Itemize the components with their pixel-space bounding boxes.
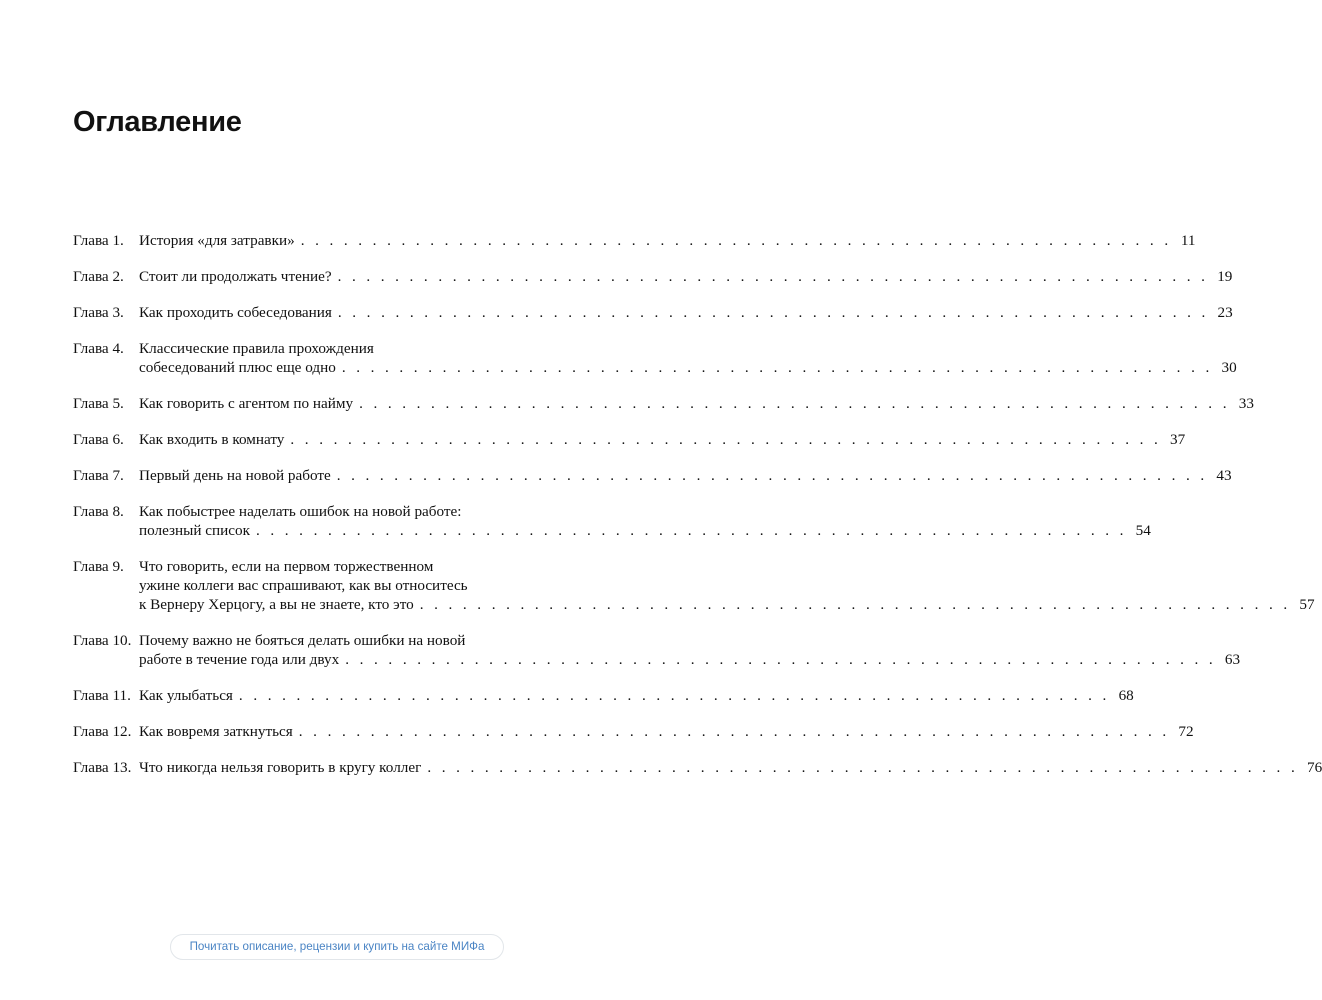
chapter-title-line: Что никогда нельзя говорить в кругу коллег [139,759,422,776]
chapter-label: Глава 2. [73,268,124,285]
page-number: 76 [1306,759,1322,776]
dot-leader: . . . . . . . . . . . . . . . . . . . . . . . . . . . . . . . . . . . . . . . . . . . . . . . . . . . . . . . . . . . . . [427,759,1299,776]
chapter-last-line [139,358,1237,377]
chapter-label: Глава 4. [73,340,124,357]
chapter-label: Глава 11. [73,687,131,704]
chapter-label: Глава 3. [73,304,124,321]
toc-entry [73,267,1233,286]
chapter-title-line: ужине коллеги вас спрашивают, как вы относитесь [139,577,468,594]
page-title: Оглавление [73,106,242,138]
page-number: 30 [1221,359,1237,376]
chapter-body [139,394,1254,413]
chapter-title-line: собеседований плюс еще одно [139,359,336,376]
chapter-body [139,758,1322,777]
toc-entry [73,557,1315,614]
dot-leader: . . . . . . . . . . . . . . . . . . . . . . . . . . . . . . . . . . . . . . . . . . . . . . . . . . . . . . . . . . . . . [359,395,1230,412]
mif-site-link[interactable]: Почитать описание, рецензии и купить на сайте МИФа [170,934,504,960]
page-number: 57 [1299,596,1315,613]
chapter-title-line: к Вернеру Херцогу, а вы не знаете, кто это [139,596,414,613]
table-of-contents [73,231,1322,777]
page-number: 33 [1238,395,1254,412]
chapter-label: Глава 6. [73,431,124,448]
chapter-body [139,722,1194,741]
toc-entry [73,303,1233,322]
toc-entry [73,231,1196,250]
chapter-last-line [139,521,1151,540]
chapter-title-line: Как побыстрее наделать ошибок на новой работе: [139,503,462,520]
chapter-title-line: Что говорить, если на первом торжественном [139,558,434,575]
chapter-title-line: Как входить в комнату [139,431,285,448]
dot-leader: . . . . . . . . . . . . . . . . . . . . . . . . . . . . . . . . . . . . . . . . . . . . . . . . . . . . . . . . . . . . . [300,232,1172,249]
chapter-title-line: Как проходить собеседования [139,304,332,321]
page-number: 37 [1170,431,1186,448]
dot-leader: . . . . . . . . . . . . . . . . . . . . . . . . . . . . . . . . . . . . . . . . . . . . . . . . . . . . . . . . . . . . . [336,467,1208,484]
page-number: 19 [1217,268,1233,285]
chapter-last-line [139,466,1232,485]
page-number: 11 [1180,232,1196,249]
chapter-last-line [139,303,1233,322]
toc-entry [73,502,1151,540]
chapter-label: Глава 10. [73,632,132,649]
toc-entry [73,394,1254,413]
chapter-title-line: полезный список [139,522,250,539]
chapter-body [139,231,1196,250]
toc-entry [73,466,1232,485]
toc-entry [73,339,1237,377]
dot-leader: . . . . . . . . . . . . . . . . . . . . . . . . . . . . . . . . . . . . . . . . . . . . . . . . . . . . . . . . . . . . . [238,687,1110,704]
toc-entry [73,722,1194,741]
dot-leader: . . . . . . . . . . . . . . . . . . . . . . . . . . . . . . . . . . . . . . . . . . . . . . . . . . . . . . . . . . . . . [290,431,1162,448]
dot-leader: . . . . . . . . . . . . . . . . . . . . . . . . . . . . . . . . . . . . . . . . . . . . . . . . . . . . . . . . . . . . . [419,596,1291,613]
chapter-last-line [139,394,1254,413]
chapter-title-line: Классические правила прохождения [139,340,374,357]
chapter-label: Глава 8. [73,503,124,520]
chapter-body [139,430,1186,449]
chapter-body [139,339,1237,377]
chapter-label: Глава 13. [73,759,132,776]
chapter-label: Глава 1. [73,232,124,249]
page-number: 68 [1118,687,1134,704]
page-number: 43 [1216,467,1232,484]
chapter-last-line [139,430,1186,449]
toc-entry [73,430,1186,449]
page-number: 63 [1224,651,1241,668]
dot-leader: . . . . . . . . . . . . . . . . . . . . . . . . . . . . . . . . . . . . . . . . . . . . . . . . . . . . . . . . . . . . . [337,304,1209,321]
chapter-last-line [139,686,1134,705]
chapter-body [139,686,1134,705]
page-number: 72 [1178,723,1194,740]
chapter-body [139,267,1233,286]
toc-entry [73,686,1134,705]
chapter-last-line [139,722,1194,741]
toc-entry [73,631,1241,669]
chapter-title-line: Как говорить с агентом по найму [139,395,354,412]
chapter-body [139,502,1151,540]
chapter-last-line [139,758,1322,777]
chapter-title-line: История «для затравки» [139,232,295,249]
chapter-last-line [139,267,1233,286]
chapter-label: Глава 5. [73,395,124,412]
chapter-title-line: Как вовремя заткнуться [139,723,293,740]
chapter-last-line [139,650,1241,669]
chapter-title-line: Стоит ли продолжать чтение? [139,268,332,285]
chapter-title-line: Первый день на новой работе [139,467,331,484]
chapter-label: Глава 7. [73,467,124,484]
chapter-title-line: Как улыбаться [139,687,233,704]
page-number: 54 [1135,522,1151,539]
chapter-body [139,466,1232,485]
dot-leader: . . . . . . . . . . . . . . . . . . . . . . . . . . . . . . . . . . . . . . . . . . . . . . . . . . . . . . . . . . . . . [337,268,1209,285]
chapter-last-line [139,595,1315,614]
page-number: 23 [1217,304,1233,321]
chapter-label: Глава 12. [73,723,132,740]
chapter-last-line [139,231,1196,250]
chapter-body [139,557,1315,614]
dot-leader: . . . . . . . . . . . . . . . . . . . . . . . . . . . . . . . . . . . . . . . . . . . . . . . . . . . . . . . . . . . . . [341,359,1213,376]
chapter-label: Глава 9. [73,558,124,575]
dot-leader: . . . . . . . . . . . . . . . . . . . . . . . . . . . . . . . . . . . . . . . . . . . . . . . . . . . . . . . . . . . . . [256,522,1127,539]
toc-entry [73,758,1322,777]
chapter-body [139,631,1241,669]
chapter-title-line: работе в течение года или двух [139,651,340,668]
chapter-body [139,303,1233,322]
dot-leader: . . . . . . . . . . . . . . . . . . . . . . . . . . . . . . . . . . . . . . . . . . . . . . . . . . . . . . . . . . . . . [345,651,1217,668]
chapter-title-line: Почему важно не бояться делать ошибки на новой [139,632,466,649]
dot-leader: . . . . . . . . . . . . . . . . . . . . . . . . . . . . . . . . . . . . . . . . . . . . . . . . . . . . . . . . . . . . . [298,723,1170,740]
